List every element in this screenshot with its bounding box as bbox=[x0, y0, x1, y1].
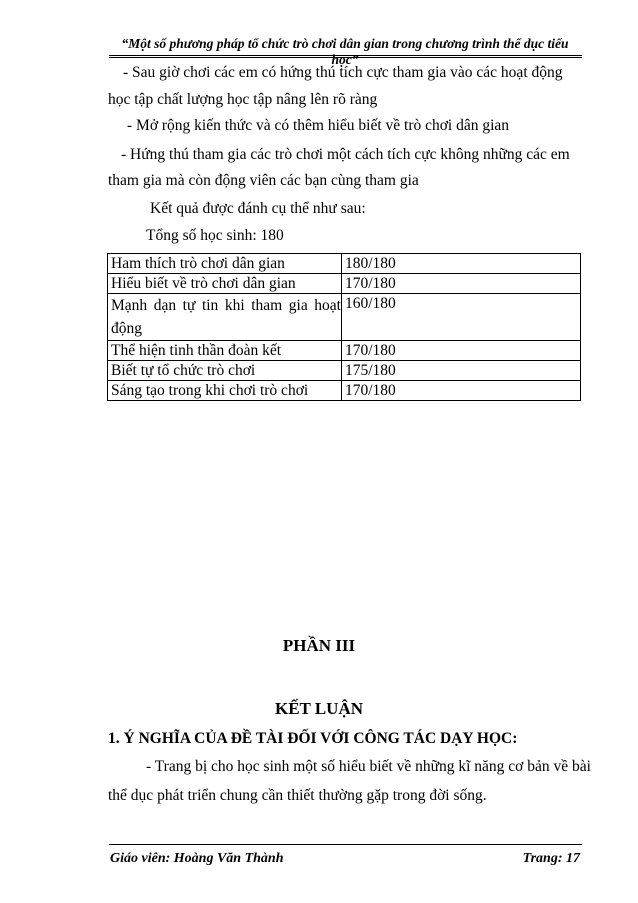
criterion-cell: Biết tự tổ chức trò chơi bbox=[108, 361, 342, 381]
criterion-cell: Thể hiện tinh thần đoàn kết bbox=[108, 341, 342, 361]
table-row bbox=[108, 341, 581, 361]
table-row bbox=[108, 381, 581, 401]
header-rule-bottom bbox=[109, 57, 582, 58]
section-heading: 1. Ý NGHĨA CỦA ĐỀ TÀI ĐỐI VỚI CÔNG TÁC DẠY HỌC: bbox=[108, 730, 518, 747]
body-line-3: - Mở rộng kiến thức và có thêm hiểu biết về trò chơi dân gian bbox=[127, 117, 510, 134]
table-row bbox=[108, 274, 581, 294]
criterion-cell: Sáng tạo trong khi chơi trò chơi bbox=[108, 381, 342, 401]
score-cell: 175/180 bbox=[342, 361, 581, 381]
table-row bbox=[108, 361, 581, 381]
criterion-cell: Hiểu biết về trò chơi dân gian bbox=[108, 274, 342, 294]
criterion-cell: Mạnh dạn tự tin khi tham gia hoạt động bbox=[108, 294, 342, 341]
footer-teacher: Giáo viên: Hoàng Văn Thành bbox=[110, 851, 284, 866]
score-cell: 160/180 bbox=[342, 294, 581, 341]
score-cell: 170/180 bbox=[342, 381, 581, 401]
criterion-cell: Ham thích trò chơi dân gian bbox=[108, 254, 342, 274]
section-line-1: - Trang bị cho học sinh một số hiểu biết về những kĩ năng cơ bản về bài bbox=[146, 758, 591, 775]
part-subtitle: KẾT LUẬN bbox=[274, 699, 363, 718]
table-row bbox=[108, 294, 581, 341]
score-cell: 180/180 bbox=[342, 254, 581, 274]
body-line-4: - Hứng thú tham gia các trò chơi một cách tích cực không những các em bbox=[121, 146, 570, 163]
footer-rule bbox=[109, 844, 582, 845]
body-line-5: tham gia mà còn động viên các bạn cùng tham gia bbox=[108, 172, 419, 189]
score-cell: 170/180 bbox=[342, 341, 581, 361]
header-rule-top bbox=[109, 55, 582, 56]
body-line-1: - Sau giờ chơi các em có hứng thú tích cực tham gia vào các hoạt động bbox=[123, 64, 563, 81]
table-row bbox=[108, 254, 581, 274]
body-line-7: Tổng số học sinh: 180 bbox=[146, 227, 284, 244]
section-line-2: thể dục phát triển chung cần thiết thường gặp trong đời sống. bbox=[108, 787, 487, 804]
body-line-2: học tập chất lượng học tập nâng lên rõ ràng bbox=[108, 91, 378, 108]
footer-page-number: Trang: 17 bbox=[522, 851, 580, 866]
results-table bbox=[107, 253, 581, 401]
body-line-6: Kết quả được đánh cụ thể như sau: bbox=[150, 200, 366, 217]
page-header-title: “Một số phương pháp tổ chức trò chơi dân gian trong chương trình thể dục tiểu học” bbox=[121, 36, 569, 67]
part-title: PHẦN III bbox=[282, 636, 356, 655]
score-cell: 170/180 bbox=[342, 274, 581, 294]
